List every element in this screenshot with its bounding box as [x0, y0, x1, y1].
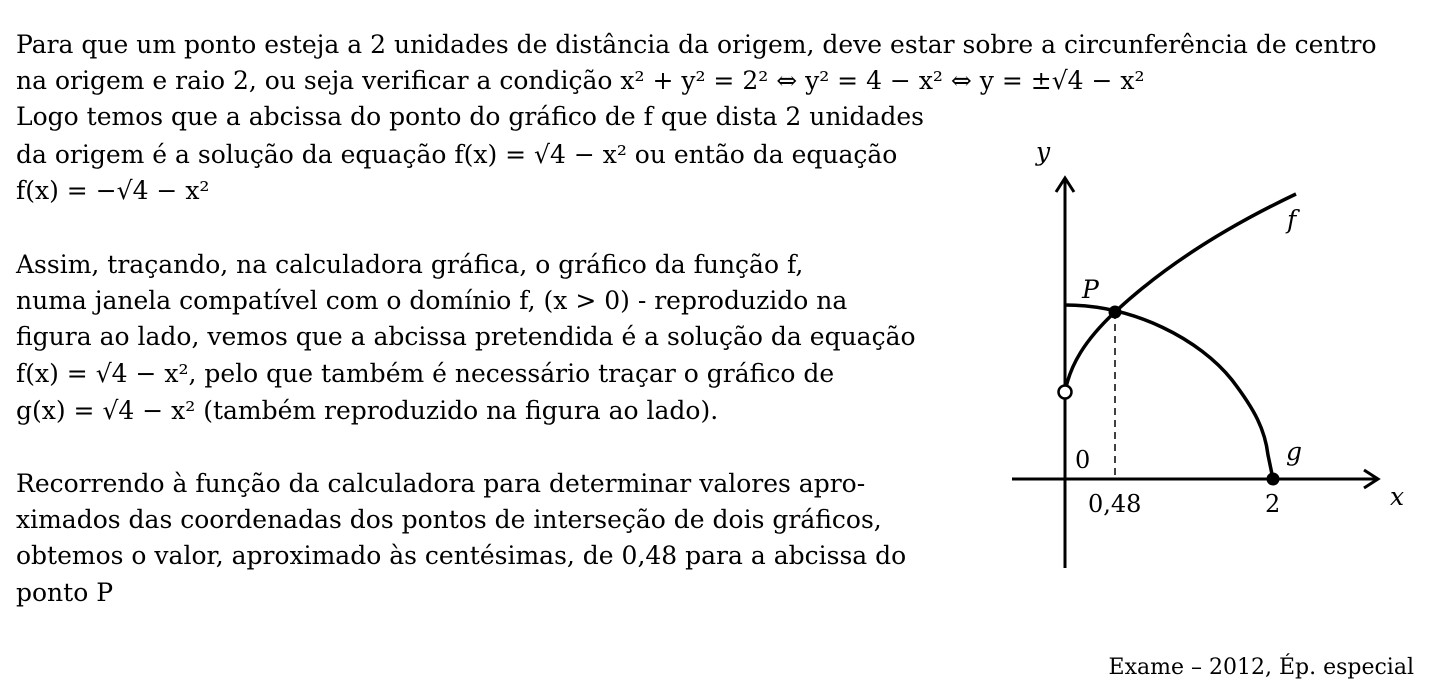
paragraph-4-line-1: Recorrendo à função da calculadora para determinar valores apro-	[16, 469, 866, 498]
paragraph-3-line-5: g(x) = √4 − x² (também reproduzido na figura ao lado).	[16, 396, 719, 425]
paragraph-1-line-1: Para que um ponto esteja a 2 unidades de distância da origem, deve estar sobre a circunferência de centro	[16, 30, 1377, 59]
curve-f-label: f	[1287, 205, 1297, 234]
paragraph-1-line-2: na origem e raio 2, ou seja verificar a condição x² + y² = 2² ⇔ y² = 4 − x² ⇔ y = ±√4 − x²	[16, 66, 1145, 95]
curve-f	[1065, 194, 1296, 392]
x-tick-2-label: 2	[1265, 490, 1281, 518]
open-point-f-start	[1059, 386, 1072, 399]
paragraph-2-line-3: f(x) = −√4 − x²	[16, 176, 210, 205]
point-p-label: P	[1082, 275, 1099, 304]
point-p-marker	[1109, 306, 1122, 319]
origin-label: 0	[1075, 446, 1091, 474]
x-tick-048-label: 0,48	[1088, 490, 1142, 518]
paragraph-3-line-2: numa janela compatível com o domínio f, (x > 0) - reproduzido na	[16, 286, 848, 315]
paragraph-4-line-3: obtemos o valor, aproximado às centésimas, de 0,48 para a abcissa do	[16, 541, 907, 570]
paragraph-3-line-3: figura ao lado, vemos que a abcissa pretendida é a solução da equação	[16, 322, 916, 351]
curve-g-label: g	[1286, 437, 1303, 466]
y-axis-label: y	[1036, 137, 1051, 166]
function-graph-figure	[1000, 130, 1420, 580]
x-axis-label: x	[1390, 482, 1405, 511]
paragraph-4-line-4: ponto P	[16, 578, 114, 607]
paragraph-4-line-2: ximados das coordenadas dos pontos de interseção de dois gráficos,	[16, 505, 882, 534]
paragraph-3-line-1: Assim, traçando, na calculadora gráfica, o gráfico da função f,	[16, 250, 804, 279]
paragraph-3-line-4: f(x) = √4 − x², pelo que também é necessário traçar o gráfico de	[16, 359, 835, 388]
exam-source-footer: Exame – 2012, Ép. especial	[1108, 655, 1414, 680]
point-x2-marker	[1267, 473, 1280, 486]
paragraph-2-line-1: Logo temos que a abcissa do ponto do gráfico de f que dista 2 unidades	[16, 102, 924, 131]
paragraph-2-line-2: da origem é a solução da equação f(x) = √4 − x² ou então da equação	[16, 140, 898, 169]
